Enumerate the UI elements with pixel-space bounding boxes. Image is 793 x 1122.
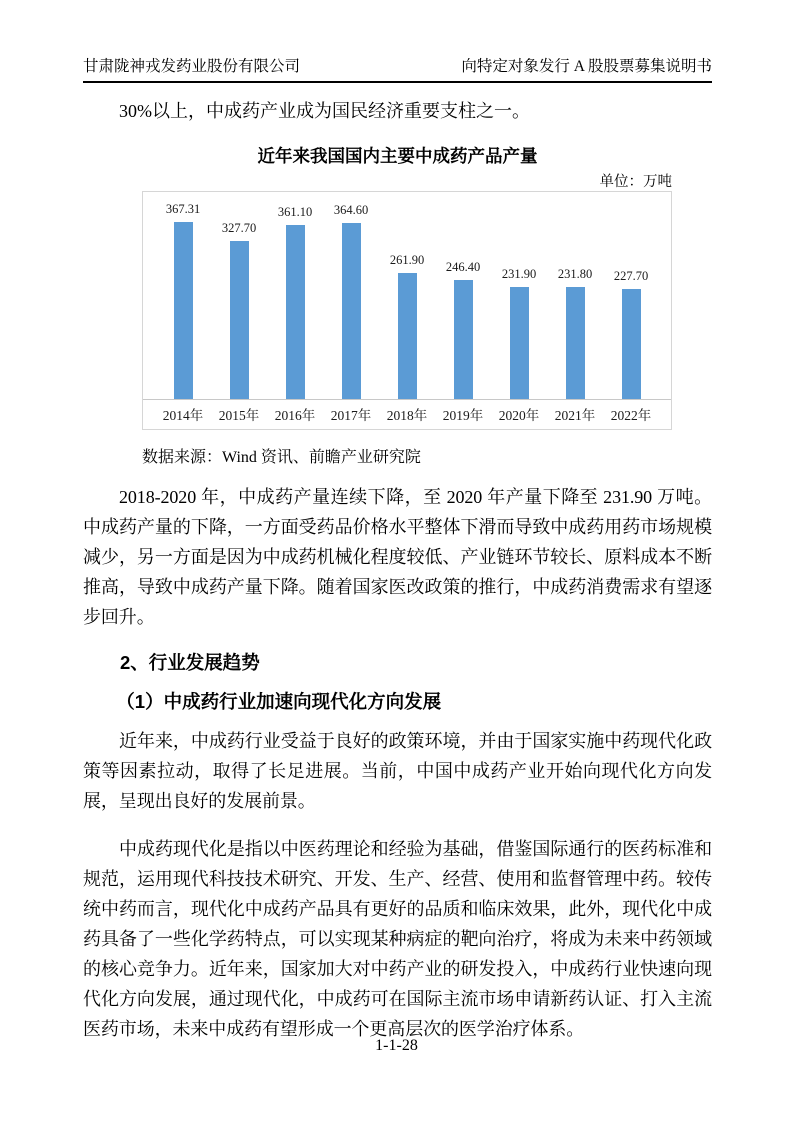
x-axis-labels	[143, 400, 671, 428]
bar-value-label: 231.80	[557, 267, 593, 282]
bar-value-label: 227.70	[613, 269, 649, 284]
bar	[286, 225, 305, 399]
x-axis-label: 2020年	[498, 408, 540, 423]
x-axis-label: 2017年	[330, 408, 372, 423]
bar-column	[155, 192, 211, 399]
data-source-note: 数据来源：Wind 资讯、前瞻产业研究院	[142, 449, 421, 466]
x-axis-label: 2016年	[274, 408, 316, 423]
x-axis-label: 2018年	[386, 408, 428, 423]
bar	[454, 280, 473, 399]
bar-value-label: 367.31	[165, 202, 201, 217]
bar	[342, 223, 361, 399]
bar-column	[323, 192, 379, 399]
bar-column	[547, 192, 603, 399]
chart-title: 近年来我国国内主要中成药产品产量	[257, 146, 538, 166]
header-company-name: 甘肃陇神戎发药业股份有限公司	[83, 58, 301, 75]
body-paragraph-2: 近年来，中成药行业受益于良好的政策环境，并由于国家实施中药现代化政策等因素拉动，取得了长足进展。当前，中国中成药产业开始向现代化方向发展，呈现出良好的发展前景。	[83, 731, 712, 811]
x-axis-label: 2015年	[218, 408, 260, 423]
section-heading: 2、行业发展趋势	[120, 652, 260, 673]
bar-value-label: 261.90	[389, 252, 425, 267]
bar-value-label: 231.90	[501, 267, 537, 282]
bar	[230, 241, 249, 399]
chart-area	[142, 173, 672, 430]
bar	[510, 287, 529, 399]
page-number: 1-1-28	[375, 1037, 418, 1054]
bar-value-label: 361.10	[277, 205, 313, 220]
bar	[398, 273, 417, 399]
bar	[566, 287, 585, 399]
chart-frame	[142, 191, 672, 430]
bar-value-label: 364.60	[333, 203, 369, 218]
header-document-title: 向特定对象发行 A 股股票募集说明书	[461, 58, 712, 75]
bar-column	[267, 192, 323, 399]
subsection-heading: （1）中成药行业加速向现代化方向发展	[116, 691, 442, 712]
bar-value-label: 327.70	[221, 221, 257, 236]
bar-column	[603, 192, 659, 399]
bar-column	[435, 192, 491, 399]
intro-paragraph: 30%以上，中成药产业成为国民经济重要支柱之一。	[119, 101, 530, 121]
x-axis-label: 2022年	[610, 408, 652, 423]
bar-column	[491, 192, 547, 399]
bar	[622, 289, 641, 399]
chart-unit-label: 单位：万吨	[599, 174, 672, 190]
bar	[174, 222, 193, 399]
x-axis-label: 2019年	[442, 408, 484, 423]
x-axis-label: 2021年	[554, 408, 596, 423]
x-axis-label: 2014年	[162, 408, 204, 423]
bar-column	[379, 192, 435, 399]
bar-column	[211, 192, 267, 399]
bar-value-label: 246.40	[445, 260, 481, 275]
body-paragraph-1: 2018-2020 年，中成药产量连续下降，至 2020 年产量下降至 231.90 万吨。中成药产量的下降，一方面受药品价格水平整体下滑而导致中成药用药市场规模减少，另一方面是因为中成药机械化程度较低、产业链环节较长、原料成本不断推高，导致中成药产量下降。随着国家医改政策的推行，中成药消费需求有望逐步回升。	[83, 487, 712, 627]
body-paragraph-3: 中成药现代化是指以中医药理论和经验为基础，借鉴国际通行的医药标准和规范，运用现代科技技术研究、开发、生产、经营、使用和监督管理中药。较传统中药而言，现代化中成药产品具有更好的品质和临床效果，此外，现代化中成药具备了一些化学药特点，可以实现某种病症的靶向治疗，将成为未来中药领域的核心竞争力。近年来，国家加大对中药产业的研发投入，中成药行业快速向现代化方向发展，通过现代化，中成药可在国际主流市场申请新药认证、打入主流医药市场，未来中成药有望形成一个更高层次的医学治疗体系。	[83, 839, 712, 1039]
bar-chart-plot	[143, 192, 671, 400]
page-header	[83, 0, 712, 83]
